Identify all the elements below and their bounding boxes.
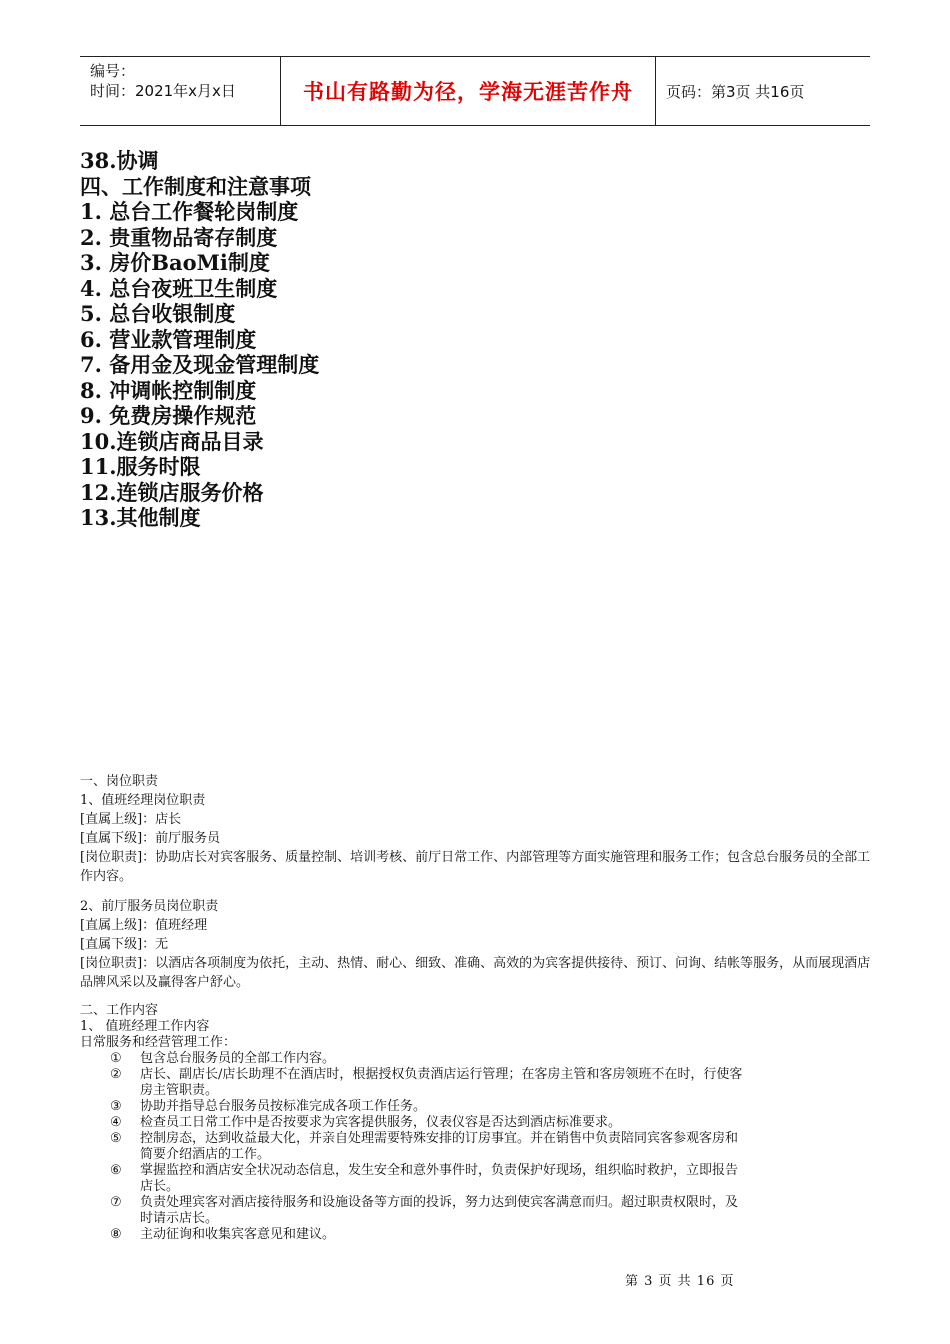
item-text: 负责处理宾客对酒店接待服务和设施设备等方面的投诉，努力达到使宾客满意而归。超过职责权限时，及时请示店长。 (140, 1195, 739, 1226)
toc-item: 10.连锁店商品目录 (80, 428, 264, 454)
item-number: ② (110, 1067, 122, 1082)
toc-item: 5. 总台收银制度 (80, 301, 236, 326)
work-item (110, 1051, 750, 1067)
page-footer: 第 3 页 共 16 页 (625, 1274, 735, 1289)
item-text: 掌握监控和酒店安全状况动态信息，发生安全和意外事件时，负责保护好现场，组织临时救护，立即报告店长。 (140, 1163, 739, 1194)
time-label: 时间：2021年x月x日 (90, 82, 236, 100)
toc-item: 1. 总台工作餐轮岗制度 (80, 199, 299, 224)
page-header (80, 56, 870, 126)
toc-item: 四、工作制度和注意事项 (80, 173, 311, 199)
item-number: ③ (110, 1099, 122, 1114)
toc-list (80, 148, 319, 531)
item-text: 检查员工日常工作中是否按要求为宾客提供服务，仪表仪容是否达到酒店标准要求。 (140, 1115, 622, 1130)
toc-item: 38.协调 (80, 148, 159, 173)
document-body (80, 772, 875, 1243)
item-number: ⑤ (110, 1131, 122, 1146)
toc-item: 6. 营业款管理制度 (80, 326, 257, 352)
item-number: ⑥ (110, 1163, 122, 1178)
work-item (110, 1195, 750, 1227)
toc-item: 4. 总台夜班卫生制度 (80, 275, 278, 301)
subsection-title: 1、值班经理岗位职责 (80, 793, 206, 808)
toc-item: 11.服务时限 (80, 454, 201, 479)
work-item (110, 1115, 750, 1131)
item-number: ④ (110, 1115, 122, 1130)
item-text: 协助并指导总台服务员按标准完成各项工作任务。 (140, 1099, 427, 1114)
item-number: ⑧ (110, 1227, 122, 1242)
toc-item: 2. 贵重物品寄存制度 (80, 224, 278, 250)
superior-field: [直属上级]：店长 (80, 812, 182, 827)
section-1-title: 一、岗位职责 (80, 774, 159, 789)
item-text: 主动征询和收集宾客意见和建议。 (140, 1227, 336, 1242)
subordinate-field: [直属下级]：无 (80, 937, 169, 952)
header-page-info: 页码：第3页 共16页 (666, 82, 805, 101)
item-number: ① (110, 1051, 122, 1066)
work-item (110, 1163, 750, 1195)
subordinate-field: [直属下级]：前厅服务员 (80, 831, 221, 846)
work-items-list (80, 1051, 875, 1243)
header-meta (80, 57, 280, 125)
duty-field: [岗位职责]：协助店长对宾客服务、质量控制、培训考核、前厅日常工作、内部管理等方面实施管理和服务工作；包含总台服务员的全部工作内容。 (80, 850, 871, 884)
toc-item: 8. 冲调帐控制制度 (80, 377, 257, 403)
work-item (110, 1227, 750, 1243)
toc-item: 13.其他制度 (80, 505, 201, 530)
work-item (110, 1131, 750, 1163)
item-text: 控制房态，达到收益最大化，并亲自处理需要特殊安排的订房事宜。并在销售中负责陪同宾客参观客房和简要介绍酒店的工作。 (140, 1131, 739, 1162)
header-motto: 书山有路勤为径，学海无涯苦作舟 (280, 57, 656, 125)
duty-field: [岗位职责]：以酒店各项制度为依托，主动、热情、耐心、细致、准确、高效的为宾客提供接待、预订、问询、结帐等服务，从而展现酒店品牌风采以及赢得客户舒心。 (80, 956, 871, 990)
item-text: 包含总台服务员的全部工作内容。 (140, 1051, 336, 1066)
toc-item: 9. 免费房操作规范 (80, 403, 257, 428)
work-item (110, 1099, 750, 1115)
item-text: 店长、副店长/店长助理不在酒店时，根据授权负责酒店运行管理；在客房主管和客房领班不在时，行使客房主管职责。 (140, 1067, 743, 1098)
toc-item: 12.连锁店服务价格 (80, 479, 264, 505)
subsection-title: 1、 值班经理工作内容 (80, 1019, 210, 1034)
number-label: 编号： (90, 62, 136, 80)
toc-item: 3. 房价BaoMi制度 (80, 250, 270, 275)
work-item (110, 1067, 750, 1099)
superior-field: [直属上级]：值班经理 (80, 918, 208, 933)
item-number: ⑦ (110, 1195, 122, 1210)
toc-item: 7. 备用金及现金管理制度 (80, 352, 320, 377)
section-2-title: 二、工作内容 (80, 1003, 159, 1018)
daily-work-title: 日常服务和经营管理工作： (80, 1035, 237, 1050)
subsection-title: 2、前厅服务员岗位职责 (80, 899, 219, 914)
